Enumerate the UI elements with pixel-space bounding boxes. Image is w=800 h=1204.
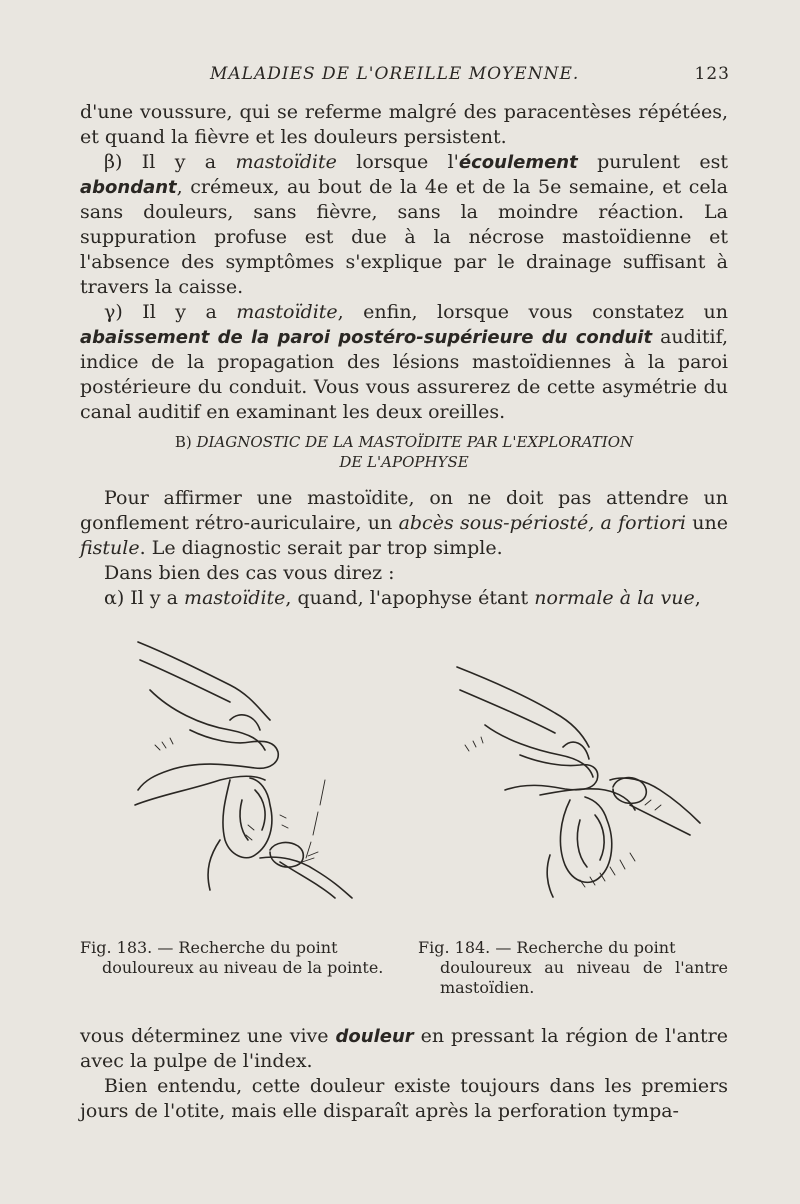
figure-184-illustration [445,655,705,900]
text-block-bottom [80,1024,728,1124]
text-block-middle [80,486,728,611]
paragraph-gamma: γ) Il y a mastoïdite, enfin, lorsque vous constatez un abaissement de la paroi postéro-supérieure du conduit auditif, indice de la propagation des lésions mastoïdiennes à la paroi postérieure du conduit. Vous vous assurerez de cette asymétrie du canal auditif en examinant les deux oreilles. [80,301,729,423]
figure-183-illustration [130,630,360,900]
paragraph-vous: vous déterminez une vive douleur en pressant la région de l'antre avec la pulpe de l'index. [80,1025,728,1072]
figure-183-caption: Fig. 183. — Recherche du point douloureux au niveau de la pointe. [80,938,384,977]
section-subheading: B) DIAGNOSTIC DE LA MASTOÏDITE PAR L'EXPLORATION DE L'APOPHYSE [174,433,634,471]
paragraph-beta: β) Il y a mastoïdite lorsque l'écoulement purulent est abondant, crémeux, au bout de la 4e et de la 5e semaine, et cela sans douleurs, sans fièvre, sans la moindre réaction. La suppuration profuse est due à la nécrose mastoïdienne et l'absence des symptômes s'explique par le drainage suffisant à travers la caisse. [80,151,729,298]
paragraph-alpha: α) Il y a mastoïdite, quand, l'apophyse étant normale à la vue, [104,587,701,609]
text-block-top [80,100,728,425]
page-number: 123 [694,64,730,84]
figure-184-caption: Fig. 184. — Recherche du point douloureux au niveau de l'antre mastoïdien. [418,938,728,997]
paragraph-bien: Bien entendu, cette douleur existe toujours dans les premiers jours de l'otite, mais elle disparaît après la perforation tympa- [80,1075,728,1122]
running-title: MALADIES DE L'OREILLE MOYENNE. [210,64,580,84]
running-header [80,62,730,92]
paragraph-continuation: d'une voussure, qui se referme malgré des paracentèses répétées, et quand la fièvre et les douleurs persistent. [80,101,728,148]
paragraph-dans: Dans bien des cas vous direz : [104,562,395,584]
paragraph-pour: Pour affirmer une mastoïdite, on ne doit pas attendre un gonflement rétro-auriculaire, un abcès sous-périosté, a fortiori une fistule. Le diagnostic serait par trop simple. [80,487,728,559]
